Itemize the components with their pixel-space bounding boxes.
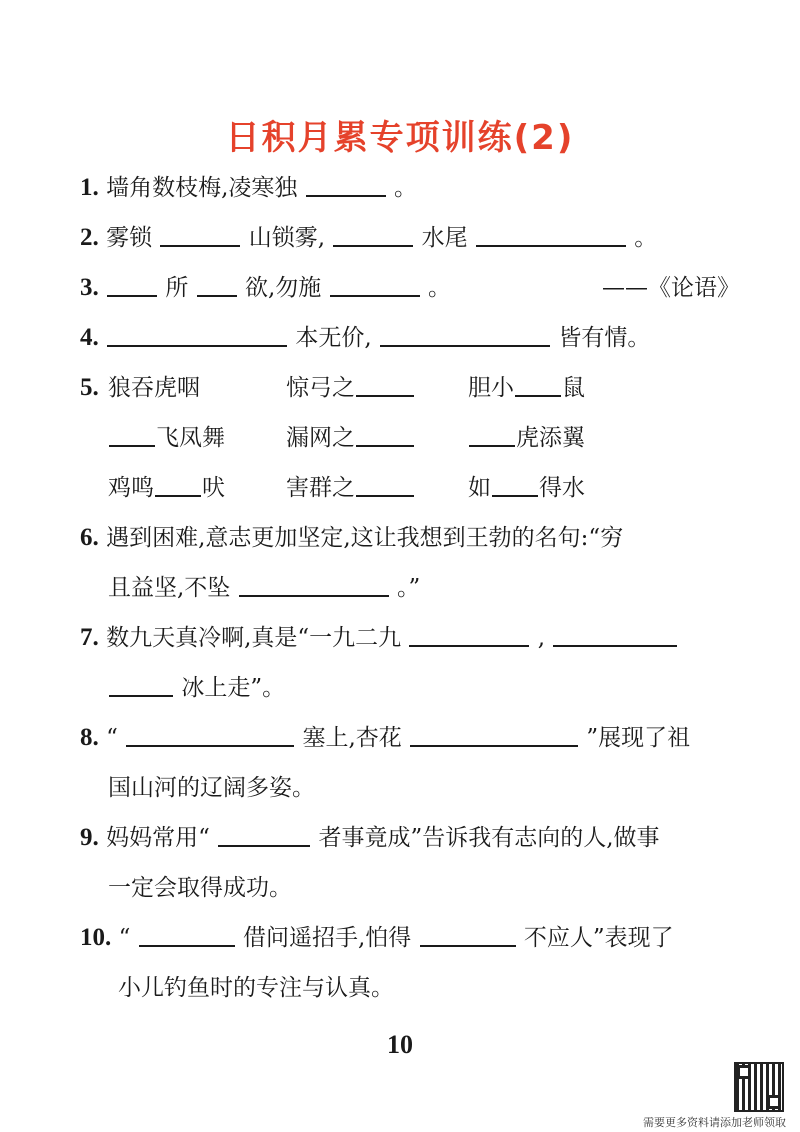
question-number: 10. bbox=[80, 924, 112, 951]
answer-blank[interactable] bbox=[380, 315, 550, 347]
idiom-item bbox=[468, 413, 585, 463]
question-number: 2. bbox=[80, 224, 99, 251]
answer-blank[interactable] bbox=[155, 465, 201, 497]
question-number: 6. bbox=[80, 524, 99, 551]
question-10 bbox=[80, 913, 740, 963]
question-text: 。 bbox=[634, 225, 658, 251]
question-5-row-2 bbox=[80, 413, 740, 463]
question-4 bbox=[80, 313, 740, 363]
idiom-text: 狼吞虎咽 bbox=[108, 375, 200, 401]
answer-blank[interactable] bbox=[469, 415, 515, 447]
question-text: 墙角数枝梅,凌寒独 bbox=[106, 175, 298, 201]
answer-blank[interactable] bbox=[515, 365, 561, 397]
idiom-text: 飞凤舞 bbox=[156, 425, 225, 451]
answer-blank[interactable] bbox=[356, 415, 414, 447]
question-text: 遇到困难,意志更加坚定,这让我想到王勃的名句:“穷 bbox=[106, 525, 624, 551]
idiom-text: 鸡鸣 bbox=[108, 475, 154, 501]
question-number: 4. bbox=[80, 324, 99, 351]
answer-blank[interactable] bbox=[160, 215, 240, 247]
idiom-item bbox=[108, 363, 200, 413]
question-1 bbox=[80, 163, 740, 213]
question-text: 皆有情。 bbox=[558, 325, 651, 351]
answer-blank[interactable] bbox=[139, 915, 235, 947]
idiom-item bbox=[468, 363, 585, 413]
question-text: 国山河的辽阔多姿。 bbox=[108, 775, 315, 801]
answer-blank[interactable] bbox=[197, 265, 237, 297]
answer-blank[interactable] bbox=[476, 215, 626, 247]
answer-blank[interactable] bbox=[107, 265, 157, 297]
question-5-row-3 bbox=[80, 463, 740, 513]
question-text: 妈妈常用“ bbox=[106, 825, 210, 851]
answer-blank[interactable] bbox=[420, 915, 516, 947]
question-number: 7. bbox=[80, 624, 99, 651]
question-text: “ bbox=[118, 925, 131, 951]
question-2 bbox=[80, 213, 740, 263]
question-text: 不应人”表现了 bbox=[523, 925, 674, 951]
page-title: 日积月累专项训练(2) bbox=[225, 118, 575, 158]
question-9 bbox=[80, 813, 740, 863]
question-6 bbox=[80, 513, 740, 563]
answer-blank[interactable] bbox=[330, 265, 420, 297]
answer-blank[interactable] bbox=[409, 615, 529, 647]
question-text: 数九天真冷啊,真是“一九二九 bbox=[106, 625, 402, 651]
question-text: 本无价, bbox=[295, 325, 372, 351]
question-text: 塞上,杏花 bbox=[302, 725, 402, 751]
question-text: 且益坚,不坠 bbox=[108, 575, 231, 601]
question-3 bbox=[80, 263, 740, 313]
question-5-row-1 bbox=[80, 363, 740, 413]
question-7-line-2 bbox=[108, 663, 768, 713]
answer-blank[interactable] bbox=[356, 365, 414, 397]
idiom-text: 虎添翼 bbox=[516, 425, 585, 451]
idiom-text: 鼠 bbox=[562, 375, 585, 401]
question-text: 欲,勿施 bbox=[245, 275, 322, 301]
question-number: 3. bbox=[80, 274, 99, 301]
idiom-text: 漏网之 bbox=[286, 425, 355, 451]
page-number: 10 bbox=[387, 1030, 413, 1059]
footer-note: 需要更多资料请添加老师领取 bbox=[643, 1116, 786, 1129]
answer-blank[interactable] bbox=[109, 415, 155, 447]
idiom-text: 得水 bbox=[539, 475, 585, 501]
idiom-item bbox=[286, 363, 415, 413]
source-attribution: ——《论语》 bbox=[602, 275, 740, 301]
question-text: 雾锁 bbox=[106, 225, 153, 251]
idiom-item bbox=[286, 413, 415, 463]
answer-blank[interactable] bbox=[218, 815, 310, 847]
answer-blank[interactable] bbox=[239, 565, 389, 597]
answer-blank[interactable] bbox=[107, 315, 287, 347]
question-text: 一定会取得成功。 bbox=[108, 875, 292, 901]
question-number: 1. bbox=[80, 174, 99, 201]
answer-blank[interactable] bbox=[126, 715, 294, 747]
question-text: 。 bbox=[427, 275, 451, 301]
answer-blank[interactable] bbox=[553, 615, 677, 647]
question-number: 9. bbox=[80, 824, 99, 851]
idiom-text: 害群之 bbox=[286, 475, 355, 501]
answer-blank[interactable] bbox=[306, 165, 386, 197]
question-text: 者事竟成”告诉我有志向的人,做事 bbox=[318, 825, 660, 851]
question-text: ”展现了祖 bbox=[586, 725, 691, 751]
answer-blank[interactable] bbox=[333, 215, 413, 247]
qr-code-icon bbox=[734, 1062, 784, 1112]
idiom-text: 惊弓之 bbox=[286, 375, 355, 401]
idiom-text: 吠 bbox=[202, 475, 225, 501]
question-7 bbox=[80, 613, 740, 663]
idiom-item bbox=[108, 413, 225, 463]
question-text: 。” bbox=[396, 575, 421, 601]
question-text: 小儿钓鱼时的专注与认真。 bbox=[118, 975, 394, 1001]
question-text: 冰上走”。 bbox=[181, 675, 286, 701]
question-text: 借问遥招手,怕得 bbox=[242, 925, 412, 951]
idiom-text: 胆小 bbox=[468, 375, 514, 401]
answer-blank[interactable] bbox=[109, 665, 173, 697]
question-text: 所 bbox=[165, 275, 189, 301]
idiom-item bbox=[286, 463, 415, 513]
question-6-line-2 bbox=[108, 563, 768, 613]
question-text: 山锁雾, bbox=[248, 225, 325, 251]
idiom-item bbox=[468, 463, 585, 513]
idiom-item bbox=[108, 463, 225, 513]
answer-blank[interactable] bbox=[356, 465, 414, 497]
question-number: 8. bbox=[80, 724, 99, 751]
question-text: , bbox=[537, 625, 546, 651]
question-10-line-2 bbox=[118, 963, 778, 1013]
answer-blank[interactable] bbox=[492, 465, 538, 497]
question-text: 水尾 bbox=[421, 225, 468, 251]
question-8 bbox=[80, 713, 740, 763]
question-text: 。 bbox=[394, 175, 417, 201]
question-8-line-2 bbox=[108, 763, 768, 813]
answer-blank[interactable] bbox=[410, 715, 578, 747]
question-text: “ bbox=[106, 725, 118, 751]
question-number: 5. bbox=[80, 374, 99, 401]
idiom-text: 如 bbox=[468, 475, 491, 501]
question-9-line-2 bbox=[108, 863, 768, 913]
